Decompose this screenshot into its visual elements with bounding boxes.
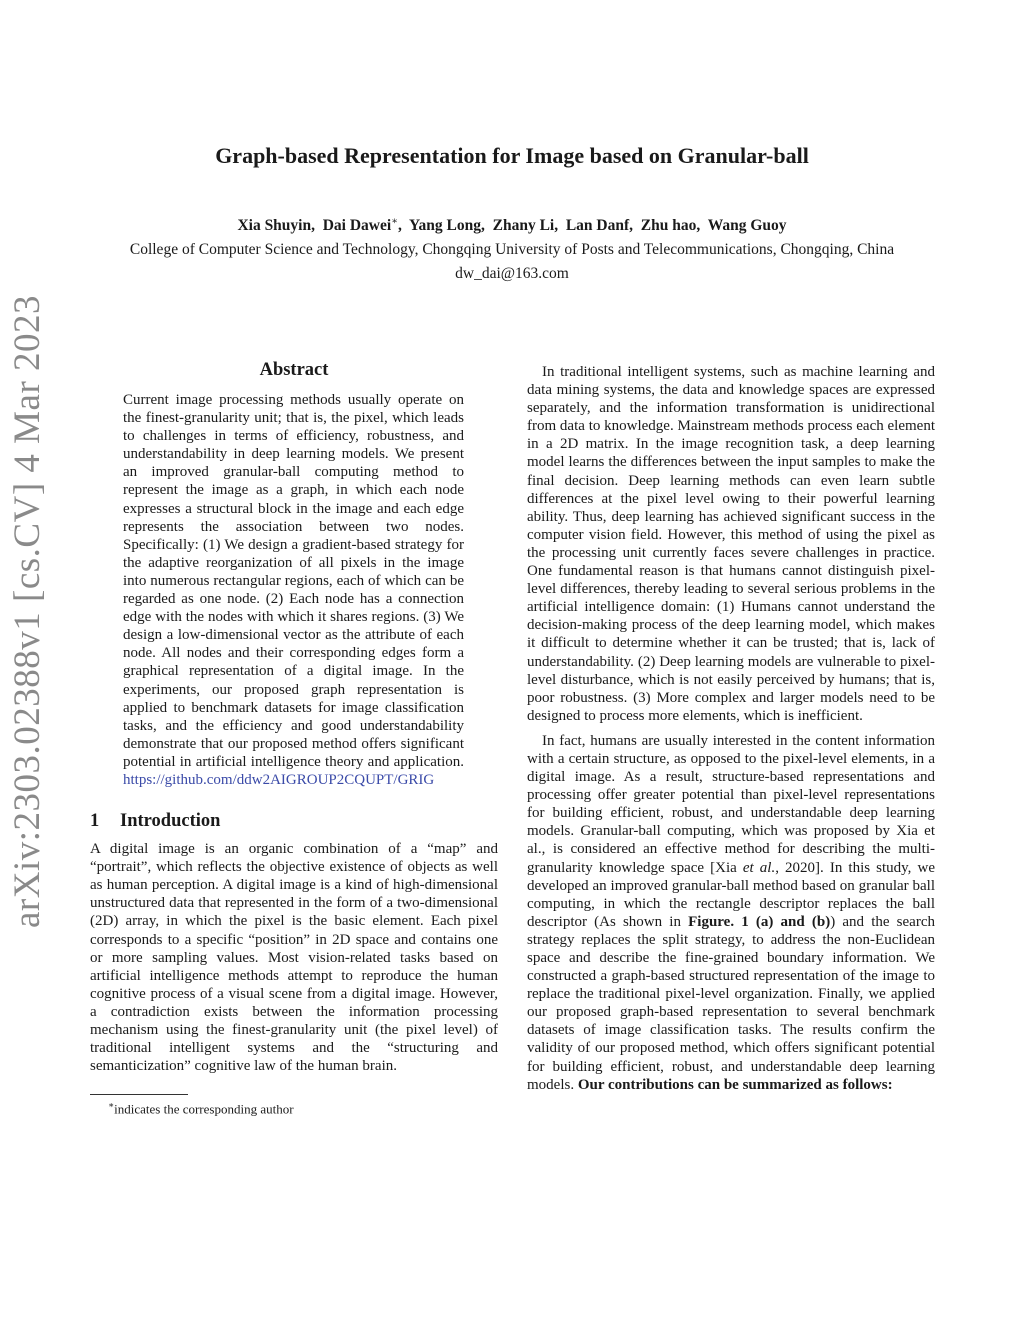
abstract-text: Current image processing methods usually operate on the finest-granularity unit; that is, the pixel, which leads to challenges in terms of efficiency, robustness, and understandability in deep learning models. We present an improved granular-ball computing method to represent the image as a graph, in which each node expresses a structural block in the image and each edge represents the association between two nodes. Specifically: (1) We design a gradient-based strategy for the adaptive reorganization of all pixels in the image into numerous rectangular regions, each of which can be regarded as one node. (2) Each node has a connection edge with the nodes with which it shares regions. (3) We design a low-dimensional vector as the attribute of each node. All nodes and their corresponding edges form a graphical representation of a digital image. In the experiments, our proposed graph representation is applied to benchmark datasets for image classification tasks, and the efficiency and good understandability demonstrate that our proposed method offers significant potential in artificial intelligence theory and application. xyxy=(123,392,464,770)
paragraph-text: , 2020]. In this study, we developed an improved granular-ball method based on granular ball computing, in which the rectangle descriptor replaces the ball descriptor (As shown in xyxy=(527,859,935,930)
section-title: Introduction xyxy=(120,811,221,832)
author-list: Xia Shuyin, Dai Dawei∗, Yang Long, Zhany Li, Lan Danf, Zhu hao, Wang Guoy xyxy=(237,216,787,235)
code-repository-link[interactable]: https://github.com/ddw2AIGROUP2CQUPT/GRIG xyxy=(123,771,435,788)
author-name: Dai Dawei xyxy=(322,217,392,235)
author-name: Yang Long xyxy=(409,217,481,235)
author-name: Zhu hao xyxy=(640,217,697,235)
right-column xyxy=(527,363,935,1094)
paragraph-text: In fact, humans are usually interested in the content information with a certain structure, as opposed to the pixel-level elements, in a digital image. As a result, structure-based representations and processing offer greater potential than pixel-level representations for building efficient, robust, and understandable deep learning models. Granular-ball computing, which was proposed by Xia et al., is considered an effective method for describing the multi-granularity knowledge space [Xia xyxy=(527,732,935,876)
introduction-paragraph xyxy=(527,732,935,1094)
author-email: dw_dai@163.com xyxy=(455,265,569,282)
introduction-paragraph: A digital image is an organic combination of a “map” and “portrait”, which reflects the objective existence of objects as well as human perception. A digital image is a kind of high-dimensional unstructured data that represented in the form of a two-dimensional (2D) array, in which the pixel is the basic element. Each pixel corresponds to a specific “position” in 2D space and contains one or more sampling values. Most vision-related tasks based on artificial intelligence methods attempt to reproduce the human cognitive process of a visual scene from a digital image. However, a contradiction exists between the information processing mechanism using the finest-granularity unit (the pixel level) of traditional intelligent systems and the “structuring and semanticization” cognitive law of the human brain. xyxy=(90,841,498,1075)
arxiv-identifier-text: arXiv:2303.02388v1 [cs.CV] 4 Mar 2023 xyxy=(7,294,48,928)
abstract-heading: Abstract xyxy=(259,360,329,380)
author-name: Wang Guoy xyxy=(707,217,787,235)
paper-title: Graph-based Representation for Image based on Granular-ball xyxy=(215,143,809,168)
figure-reference: Figure. 1 (a) and (b) xyxy=(688,913,831,930)
introduction-heading xyxy=(90,811,498,832)
paragraph-text: ) and the search strategy replaces the split strategy, to address the non-Euclidean space and describe the fine-grained boundary information. We constructed a graph-based structured representation of the image to replace the traditional pixel-level organization. Finally, we applied our proposed graph-based representation to several benchmark datasets of image classification tasks. The results confirm the validity of our proposed method, which offers significant potential for building efficient, robust, and understandable deep learning models. xyxy=(527,913,935,1093)
author-name: Zhany Li xyxy=(492,217,555,235)
footnote-text: indicates the corresponding author xyxy=(114,1101,294,1117)
left-column xyxy=(90,360,498,1118)
author-name: Xia Shuyin xyxy=(237,217,312,235)
author-affiliation: College of Computer Science and Technology, Chongqing University of Posts and Telecommunications, Chongqing, China xyxy=(129,241,895,258)
contributions-lead-in: Our contributions can be summarized as follows: xyxy=(577,1076,893,1093)
section-number: 1 xyxy=(90,811,100,832)
corresponding-author-mark: ∗ xyxy=(391,216,398,227)
introduction-paragraph: In traditional intelligent systems, such as machine learning and data mining systems, the data and knowledge spaces are expressed separately, and the information transformation is unidirectional from data to knowledge. Mainstream methods process each element in a 2D matrix. In the image recognition task, a deep learning model learns the differences between the input samples to make the final decision. Deep learning methods can even learn subtle differences at the pixel level owing to their powerful learning ability. Thus, deep learning has achieved significant success in the computer vision field. However, this method of using the pixel as the processing unit currently faces severe challenges in practice. One fundamental reason is that humans cannot distinguish pixel-level differences, thereby leading to several serious problems in the artificial intelligence domain: (1) Humans cannot understand the decision-making process of the deep learning model, which makes it difficult to determine whether it can be trusted; that is, lack of understandability. (2) Deep learning models are vulnerable to pixel-level disturbance, which is not easily perceived by humans; that is, poor robustness. (3) More complex and larger models need to be designed to process more elements, which is inefficient. xyxy=(527,364,935,724)
footnote xyxy=(108,1100,498,1117)
citation-et-al: et al. xyxy=(742,859,776,876)
author-name: Lan Danf xyxy=(565,217,630,235)
abstract-body xyxy=(123,391,464,789)
footnote-divider xyxy=(90,1094,188,1095)
footnote-mark: ∗ xyxy=(108,1100,115,1111)
